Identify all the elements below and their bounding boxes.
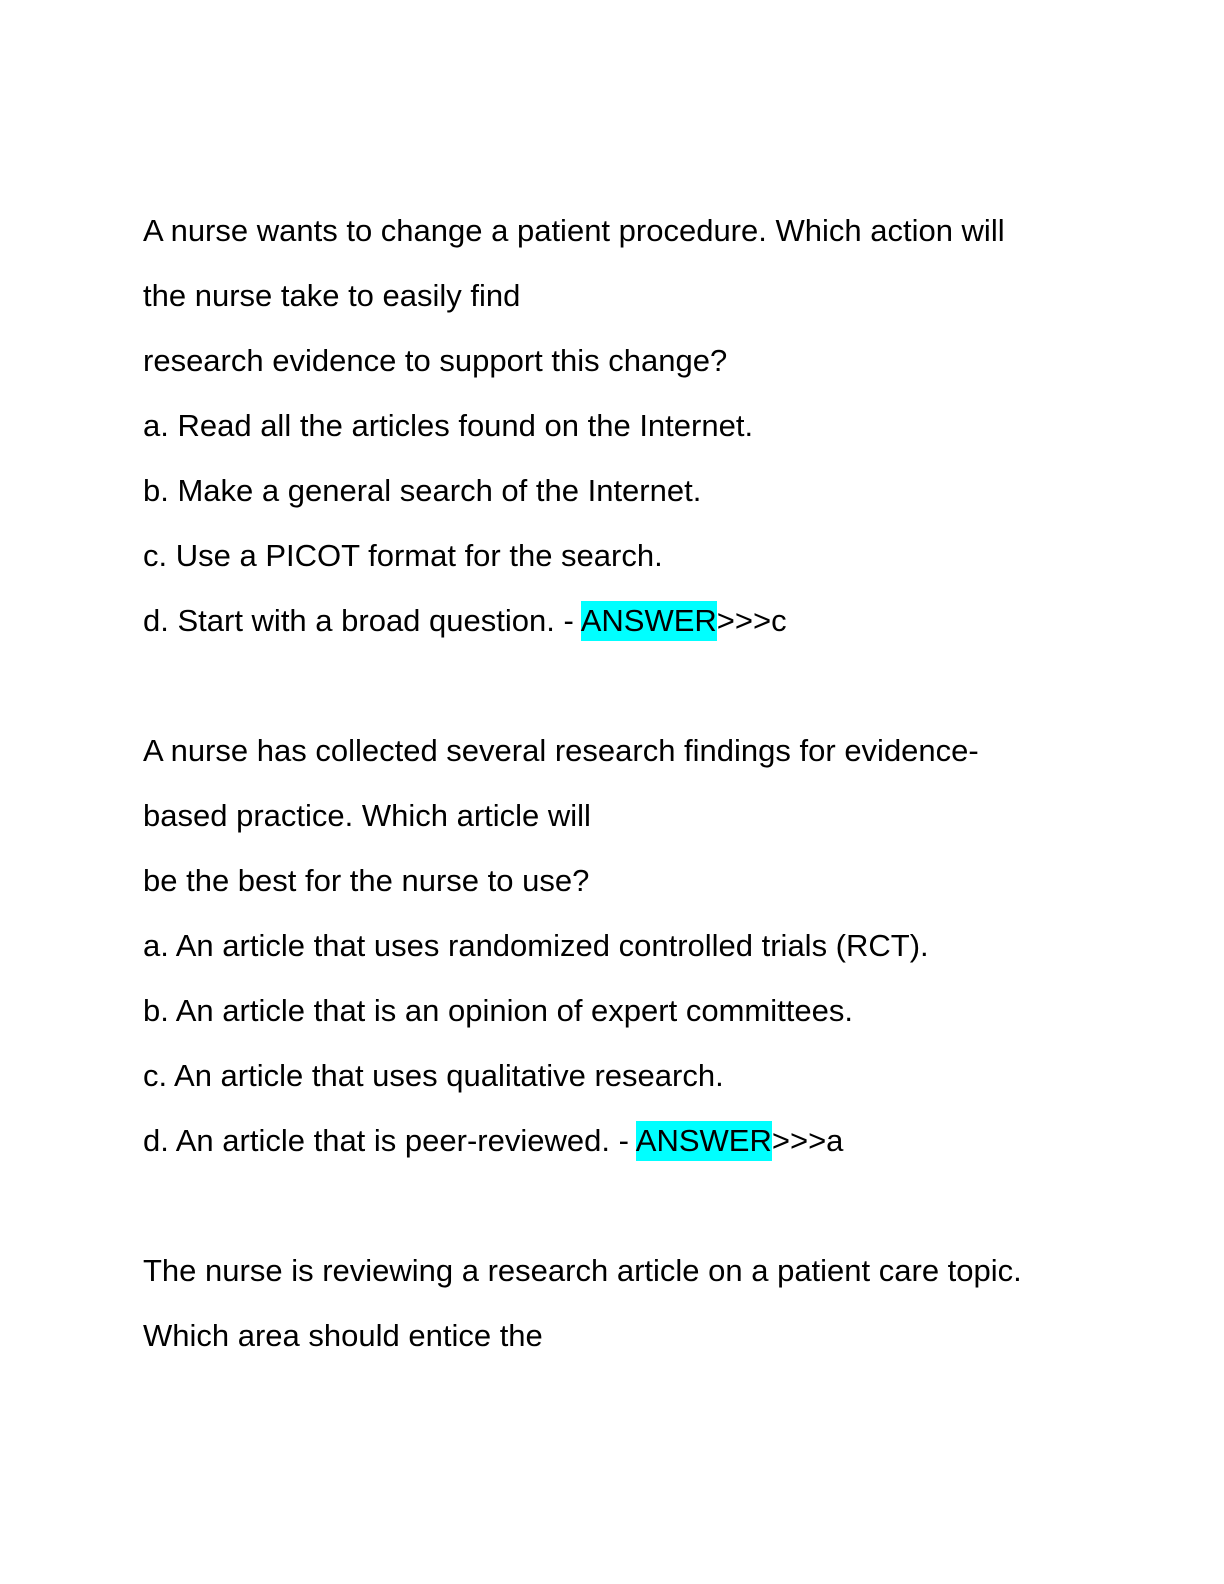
question-1-option-a: a. Read all the articles found on the Internet.: [143, 408, 754, 443]
question-2-stem-line: A nurse has collected several research findings for evidence-: [143, 733, 979, 768]
question-1-stem-line: A nurse wants to change a patient procedure. Which action will: [143, 213, 1005, 248]
question-3: [143, 1238, 1143, 1368]
question-1: [143, 198, 1143, 653]
question-3-stem-line: The nurse is reviewing a research article on a patient care topic.: [143, 1253, 1022, 1288]
question-1-option-d: [143, 588, 1143, 653]
question-2-stem-line: be the best for the nurse to use?: [143, 863, 590, 898]
question-3-stem-line: Which area should entice the: [143, 1318, 543, 1353]
question-2-answer-value: >>>a: [771, 1123, 844, 1158]
question-1-option-d-text: d. Start with a broad question. -: [143, 603, 581, 638]
question-1-stem-line: the nurse take to easily find: [143, 278, 521, 313]
question-1-option-b: b. Make a general search of the Internet.: [143, 473, 702, 508]
question-2: [143, 718, 1143, 1173]
question-1-answer-highlight: ANSWER: [581, 601, 717, 641]
question-1-stem-line: research evidence to support this change?: [143, 343, 728, 378]
document-content: [143, 198, 1143, 1368]
paragraph-spacer: [143, 1173, 1143, 1238]
question-2-option-c: c. An article that uses qualitative research.: [143, 1058, 724, 1093]
question-2-option-d-text: d. An article that is peer-reviewed. -: [143, 1123, 636, 1158]
question-2-option-a: a. An article that uses randomized controlled trials (RCT).: [143, 928, 929, 963]
question-1-option-c: c. Use a PICOT format for the search.: [143, 538, 663, 573]
question-2-stem-line: based practice. Which article will: [143, 798, 591, 833]
question-2-answer-highlight: ANSWER: [636, 1121, 772, 1161]
question-2-option-d: [143, 1108, 1143, 1173]
question-1-answer-value: >>>c: [716, 603, 787, 638]
question-2-option-b: b. An article that is an opinion of expert committees.: [143, 993, 853, 1028]
paragraph-spacer: [143, 653, 1143, 718]
